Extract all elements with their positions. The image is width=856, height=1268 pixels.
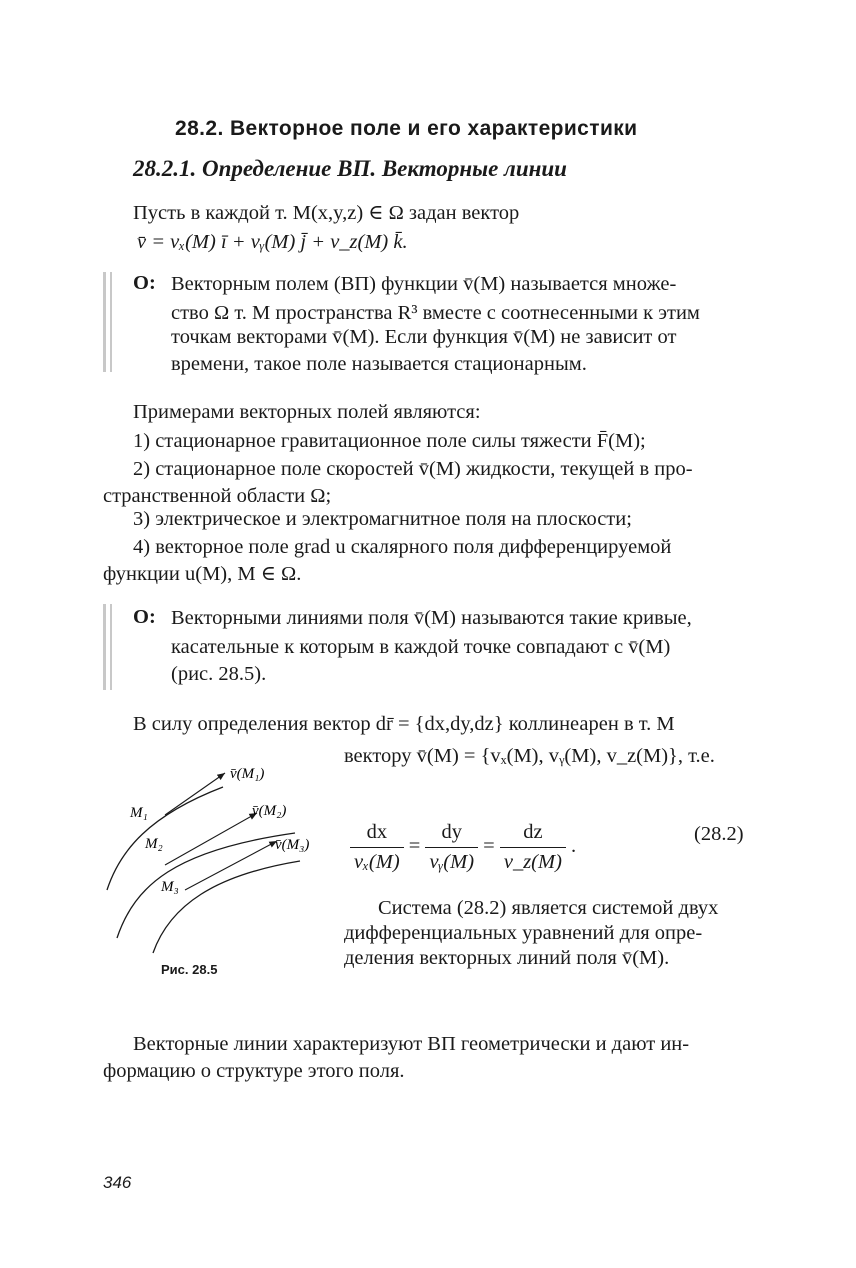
figure-caption: Рис. 28.5	[161, 962, 218, 977]
tangent-vector-2	[165, 813, 257, 865]
system-line: деления векторных линий поля v̄(M).	[344, 947, 670, 969]
label-m2: M₂	[145, 836, 163, 852]
fraction: $\frac{dx}{\text{vₓ(M)}}$	[350, 818, 404, 877]
page-number: 346	[103, 1173, 132, 1192]
intro-formula: v̄ = vₓ(M) ī + vᵧ(M) j̄ + v_z(M) k̄.	[137, 231, 408, 253]
definition-2-line: (рис. 28.5).	[171, 663, 267, 685]
definition-label: О:	[133, 272, 156, 294]
collinear-line-1: В силу определения вектор dr̄ = {dx,dy,dz} коллинеарен в т. M	[133, 713, 675, 735]
vector-line-2	[117, 833, 295, 938]
definition-bar	[103, 604, 106, 690]
system-line: Система (28.2) является системой двух	[378, 897, 719, 919]
example-line: 4) векторное поле grad u скалярного поля дифференцируемой	[133, 536, 672, 558]
example-line: 2) стационарное поле скоростей v̄(M) жидкости, текущей в про-	[133, 458, 693, 480]
example-line: 3) электрическое и электромагнитное поля на плоскости;	[133, 508, 632, 530]
tangent-vector-1	[165, 773, 225, 815]
label-v1: v̄(M₁)	[230, 766, 265, 782]
definition-label: О:	[133, 606, 156, 628]
fraction: $\frac{dy}{\text{vᵧ(M)}}$	[425, 818, 478, 877]
definition-1-line: ство Ω т. M пространства R³ вместе с соотнесенными к этим	[171, 302, 700, 324]
definition-2-line: Векторными линиями поля v̄(M) называются такие кривые,	[171, 607, 692, 629]
conclusion-line: Векторные линии характеризуют ВП геометрически и дают ин-	[133, 1033, 690, 1055]
collinear-line-2: вектору v̄(M) = {vₓ(M), vᵧ(M), v_z(M)}, т.е.	[344, 745, 715, 767]
definition-bar	[110, 604, 112, 690]
intro-line-1: Пусть в каждой т. M(x,y,z) ∈ Ω задан вектор	[133, 202, 520, 224]
section-title: 28.2. Векторное поле и его характеристики	[175, 117, 638, 140]
examples-intro: Примерами векторных полей являются:	[133, 401, 481, 423]
fraction: $\frac{dz}{v\_z(M)}$	[500, 818, 566, 877]
label-v3: v̄(M₃)	[275, 837, 310, 853]
tangent-vector-3	[185, 841, 277, 890]
label-v2: v̄(M₂)	[252, 803, 287, 819]
label-m1: M₁	[130, 805, 148, 821]
vector-lines-figure	[95, 755, 335, 955]
definition-1-line: Векторным полем (ВП) функции v̄(M) называется множе-	[171, 273, 677, 295]
vector-line-3	[153, 861, 300, 953]
definition-1-line: времени, такое поле называется стационарным.	[171, 353, 587, 375]
definition-bar	[110, 272, 112, 372]
definition-2-line: касательные к которым в каждой точке совпадают с v̄(M)	[171, 636, 671, 658]
equation-28-2: $\frac{dx}{\text{vₓ(M)}}$ = $\frac{dy}{\text{vᵧ(M)}}$ = $\frac{dz}{v\_z(M)}$ .	[350, 818, 576, 877]
example-line: 1) стационарное гравитационное поле силы тяжести F̄(M);	[133, 430, 646, 452]
conclusion-line: формацию о структуре этого поля.	[103, 1060, 405, 1082]
system-line: дифференциальных уравнений для опре-	[344, 922, 703, 944]
example-line: функции u(M), M ∈ Ω.	[103, 563, 302, 585]
label-m3: M₃	[161, 879, 179, 895]
definition-1-line: точкам векторами v̄(M). Если функция v̄(M) не зависит от	[171, 326, 677, 348]
definition-bar	[103, 272, 106, 372]
example-line: странственной области Ω;	[103, 485, 332, 507]
subsection-title: 28.2.1. Определение ВП. Векторные линии	[133, 156, 567, 181]
equation-number: (28.2)	[694, 823, 744, 845]
